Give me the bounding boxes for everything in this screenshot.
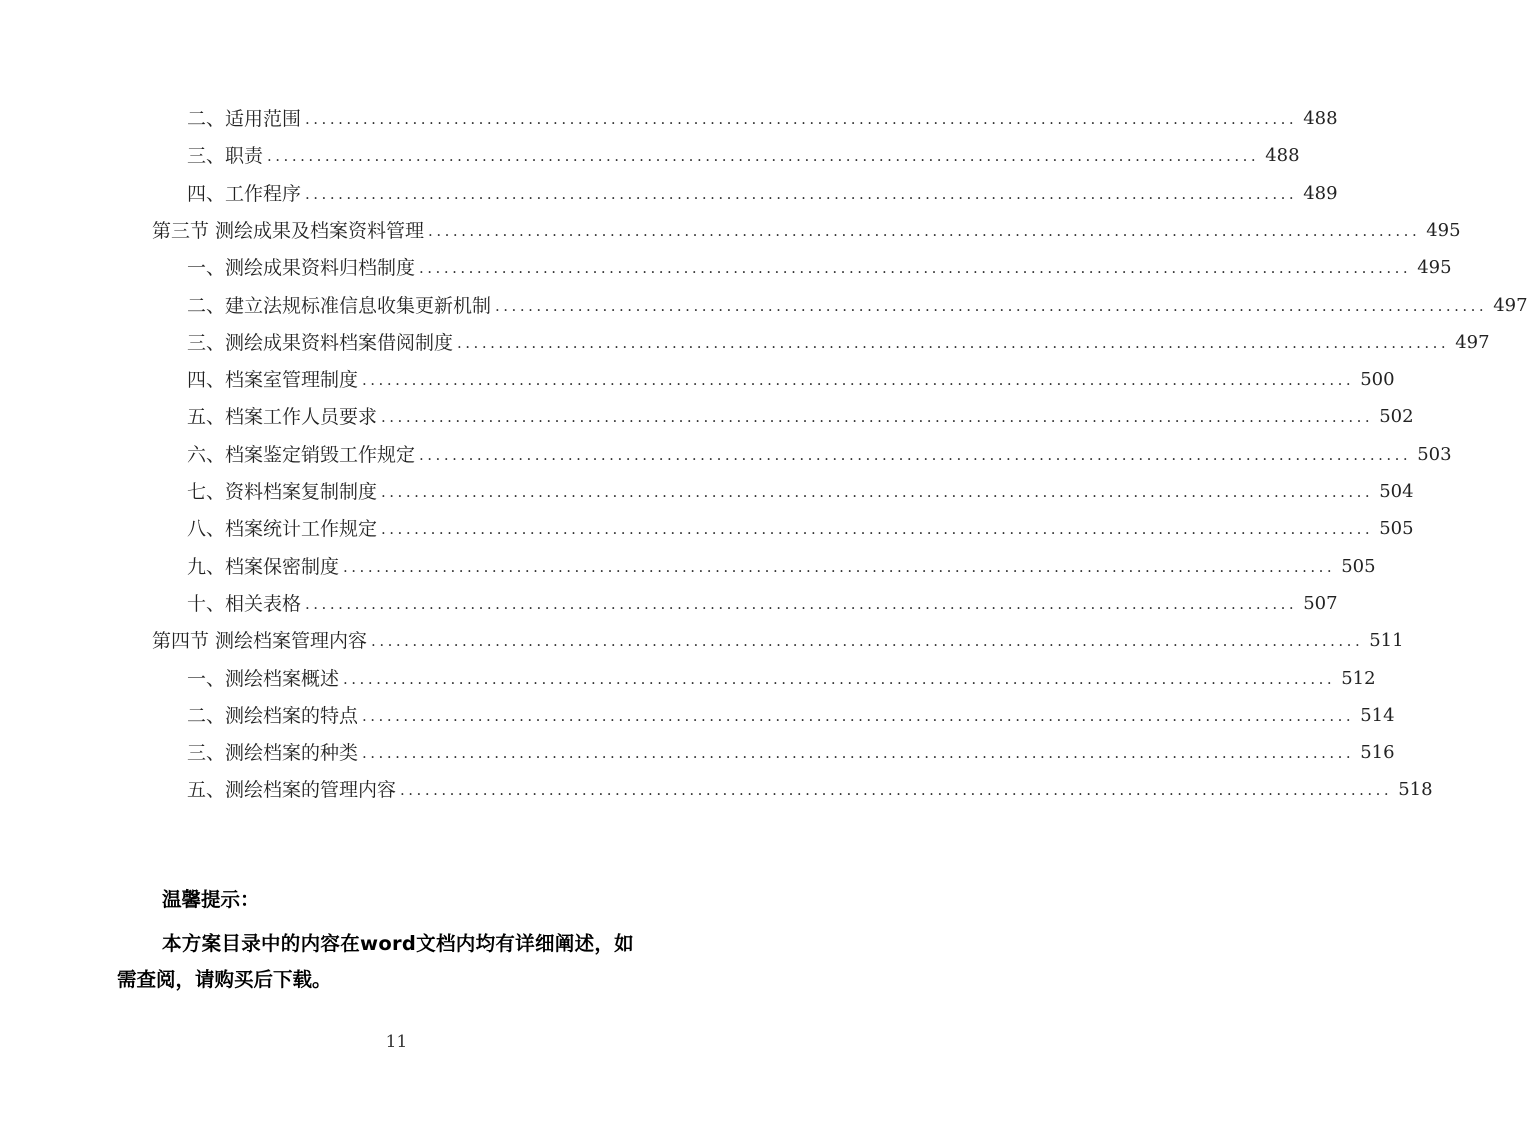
toc-entry[interactable] [187, 251, 1452, 285]
toc-entry-page: 488 [1303, 108, 1338, 129]
toc-entry-label: 五、档案工作人员要求 [187, 406, 378, 429]
toc-entry[interactable] [187, 475, 1414, 509]
toc-entry-page: 518 [1398, 779, 1433, 801]
toc-entry[interactable] [187, 512, 1414, 546]
toc-entry-label: 九、档案保密制度 [187, 555, 340, 578]
toc-leader-dots: ........................................................................................................................ [305, 594, 1298, 613]
toc-leader-dots: ........................................................................................................................ [428, 221, 1421, 240]
toc-entry-page: 500 [1360, 369, 1395, 391]
toc-entry[interactable] [187, 736, 1395, 770]
toc-entry[interactable] [152, 214, 1461, 248]
toc-entry[interactable] [187, 773, 1433, 807]
toc-entry-label: 六、档案鉴定销毁工作规定 [187, 443, 416, 466]
toc-entry-label: 三、测绘成果资料档案借阅制度 [187, 331, 454, 354]
toc-entry-label: 二、测绘档案的特点 [187, 704, 359, 727]
toc-entry-page: 495 [1417, 257, 1452, 279]
toc-entry-page: 507 [1303, 592, 1338, 614]
tip-line-1: 本方案目录中的内容在word文档内均有详细阐述，如 [162, 932, 634, 955]
toc-entry[interactable] [187, 102, 1338, 136]
toc-entry[interactable] [187, 699, 1395, 733]
toc-entry-label: 一、测绘成果资料归档制度 [187, 257, 416, 280]
toc-leader-dots: ........................................................................................................................ [362, 706, 1355, 725]
toc-entry[interactable] [187, 662, 1376, 696]
toc-leader-dots: ........................................................................................................................ [400, 781, 1393, 800]
toc-entry[interactable] [187, 587, 1338, 621]
toc-leader-dots: ........................................................................................................................ [305, 184, 1298, 203]
toc-leader-dots: ........................................................................................................................ [381, 408, 1374, 427]
toc-entry[interactable] [187, 177, 1338, 211]
toc-entry-page: 495 [1426, 219, 1461, 241]
toc-entry[interactable] [187, 438, 1452, 472]
toc-entry[interactable] [187, 326, 1490, 360]
toc-entry[interactable] [187, 289, 1528, 323]
toc-entry-page: 502 [1379, 406, 1414, 428]
toc-entry-page: 497 [1493, 294, 1528, 316]
toc-entry-label: 三、职责 [187, 145, 264, 168]
toc-leader-dots: ........................................................................................................................ [457, 333, 1450, 352]
tip-title: 温馨提示： [162, 888, 260, 911]
toc-leader-dots: ........................................................................................................................ [419, 445, 1412, 464]
toc-leader-dots: ........................................................................................................................ [381, 520, 1374, 539]
toc-entry[interactable] [187, 550, 1376, 584]
toc-leader-dots: ........................................................................................................................ [362, 371, 1355, 390]
toc-entry-label: 二、适用范围 [187, 108, 302, 130]
toc-leader-dots: ........................................................................................................................ [371, 632, 1364, 651]
toc-leader-dots: ........................................................................................................................ [343, 557, 1336, 576]
toc-leader-dots: ........................................................................................................................ [267, 147, 1260, 166]
toc-entry-page: 505 [1379, 518, 1414, 540]
toc-entry-page: 489 [1303, 182, 1338, 204]
toc-entry-label: 第三节 测绘成果及档案资料管理 [152, 219, 425, 242]
toc-leader-dots: ........................................................................................................................ [495, 296, 1488, 315]
toc-entry-label: 一、测绘档案概述 [187, 667, 340, 690]
toc-entry-label: 三、测绘档案的种类 [187, 742, 359, 765]
toc-leader-dots: ........................................................................................................................ [305, 110, 1298, 128]
toc-entry-page: 516 [1360, 742, 1395, 764]
toc-entry[interactable] [187, 363, 1395, 397]
toc-entry-label: 二、建立法规标准信息收集更新机制 [187, 294, 492, 317]
tip-line-2: 需查阅，请购买后下载。 [117, 968, 332, 991]
toc-entry-label: 四、档案室管理制度 [187, 369, 359, 392]
toc-entry-page: 497 [1455, 331, 1490, 353]
page-number: 11 [385, 1032, 408, 1052]
toc-entry-label: 四、工作程序 [187, 182, 302, 205]
toc-entry-page: 505 [1341, 555, 1376, 577]
toc-leader-dots: ........................................................................................................................ [419, 259, 1412, 278]
toc-entry[interactable] [187, 400, 1414, 434]
toc-leader-dots: ........................................................................................................................ [381, 483, 1374, 501]
toc-entry-page: 514 [1360, 704, 1395, 726]
toc-entry[interactable] [187, 139, 1300, 173]
toc-entry-page: 488 [1265, 145, 1300, 167]
toc-entry-page: 503 [1417, 443, 1452, 465]
toc-entry-page: 504 [1379, 481, 1414, 502]
toc-leader-dots: ........................................................................................................................ [343, 669, 1336, 688]
toc-entry-label: 第四节 测绘档案管理内容 [152, 630, 368, 653]
toc-entry[interactable] [152, 624, 1404, 658]
toc-entry-label: 七、资料档案复制制度 [187, 481, 378, 503]
toc-entry-label: 五、测绘档案的管理内容 [187, 779, 397, 802]
toc-entry-label: 十、相关表格 [187, 592, 302, 615]
toc-entry-page: 512 [1341, 667, 1376, 689]
toc-leader-dots: ........................................................................................................................ [362, 744, 1355, 763]
toc-entry-label: 八、档案统计工作规定 [187, 518, 378, 541]
toc-entry-page: 511 [1369, 630, 1404, 652]
